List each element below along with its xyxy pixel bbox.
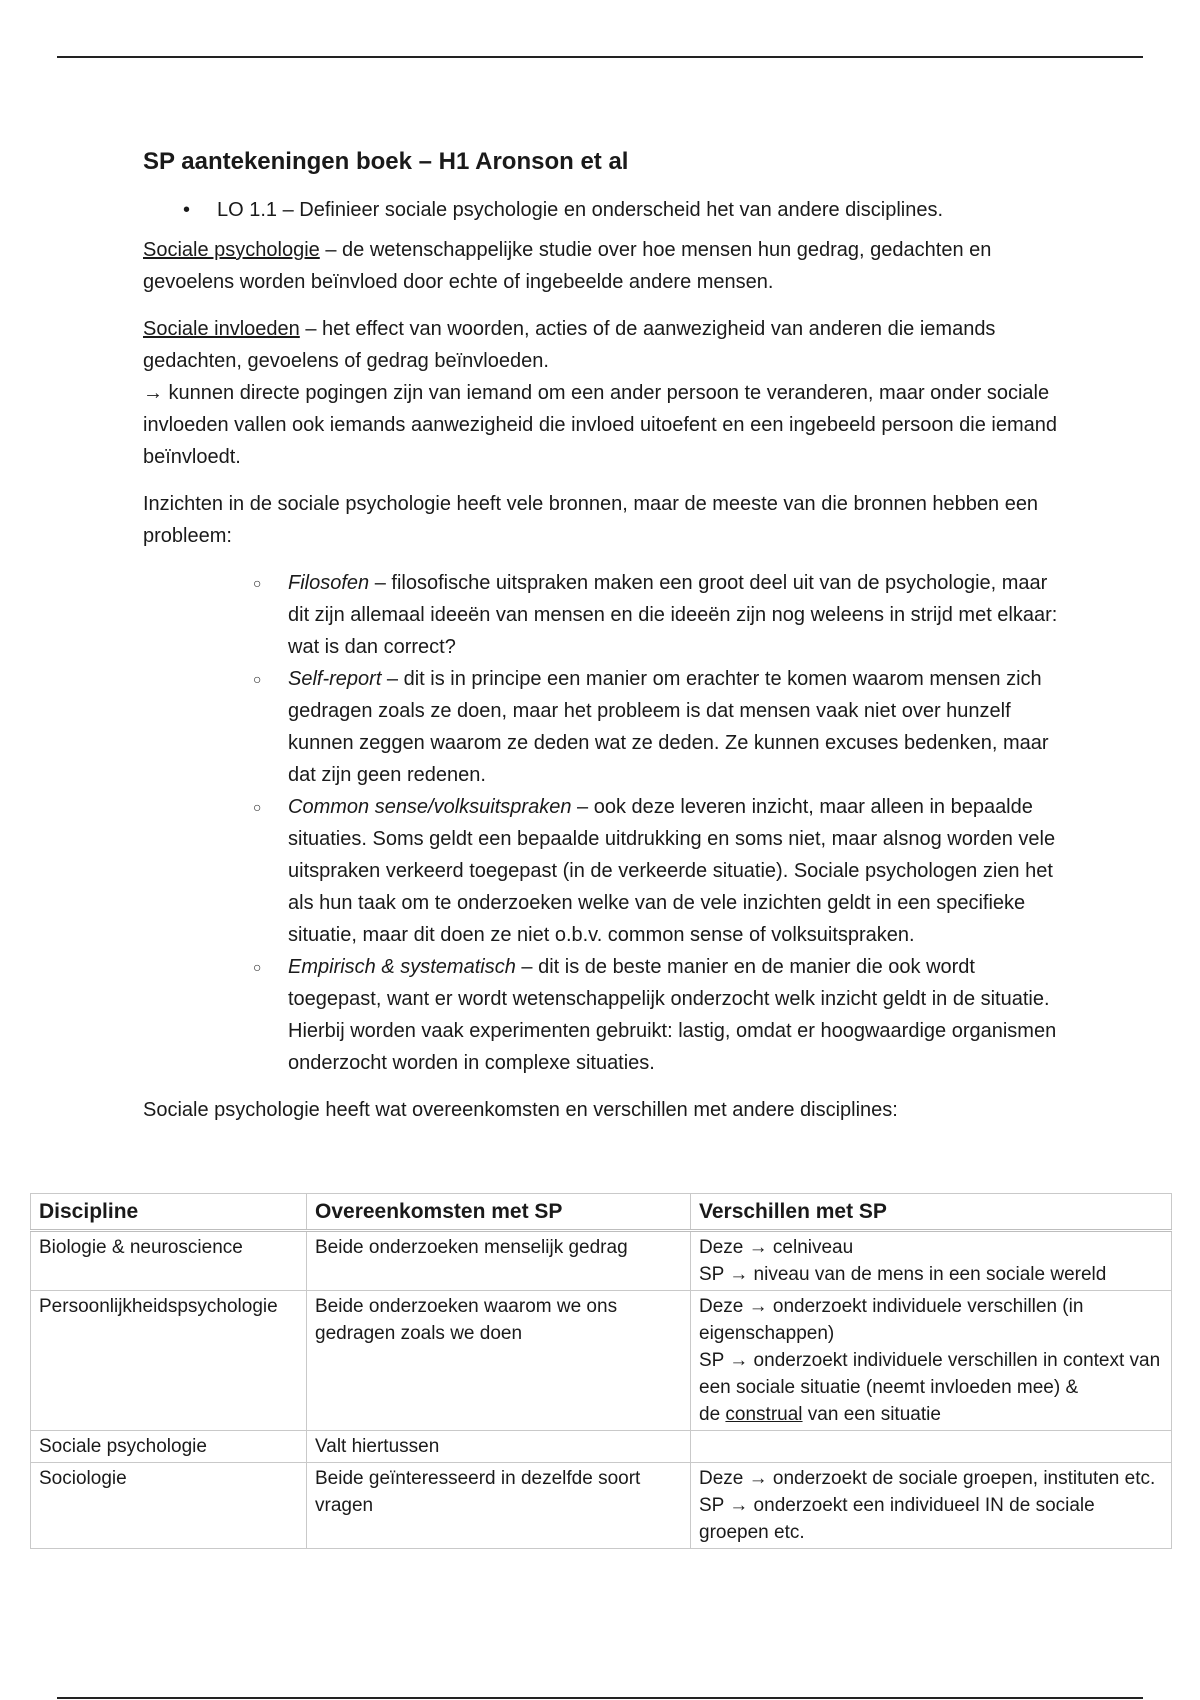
difference-line: Deze → onderzoekt de sociale groepen, instituten etc. bbox=[699, 1468, 1156, 1489]
circle-bullet-icon: ○ bbox=[253, 799, 262, 815]
source-term: Filosofen bbox=[288, 572, 370, 594]
difference-line: SP → onderzoekt een individueel IN de sociale groepen etc. bbox=[699, 1495, 1095, 1543]
table-row bbox=[31, 1291, 1172, 1431]
source-term: Self-report bbox=[288, 668, 382, 690]
difference-prefix: de bbox=[699, 1404, 726, 1425]
cell-discipline: Sociale psychologie bbox=[31, 1431, 307, 1463]
list-item bbox=[143, 951, 1063, 1079]
learning-objective-text: LO 1.1 – Definieer sociale psychologie en onderscheid het van andere disciplines. bbox=[217, 199, 944, 221]
circle-bullet-icon: ○ bbox=[253, 671, 262, 687]
cell-differences bbox=[691, 1231, 1172, 1291]
cell-discipline: Persoonlijkheidspsychologie bbox=[31, 1291, 307, 1431]
column-header: Overeenkomsten met SP bbox=[307, 1194, 691, 1231]
difference-line bbox=[699, 1401, 1163, 1428]
comparison-table bbox=[30, 1193, 1172, 1549]
table-header-row bbox=[31, 1194, 1172, 1231]
page-title: SP aantekeningen boek – H1 Aronson et al bbox=[143, 148, 629, 175]
cell-similarities: Beide onderzoeken menselijk gedrag bbox=[307, 1231, 691, 1291]
source-term: Empirisch & systematisch bbox=[288, 956, 516, 978]
source-text: – dit is in principe een manier om erachter te komen waarom mensen zich gedragen zoals ze doen, maar het probleem is dat mensen vaak niet over hunzelf kunnen zeggen waarom ze deden wat ze deden. Ze kunnen excuses bedenken, maar dat zijn geen redenen. bbox=[288, 668, 1049, 786]
definition-social-psychology bbox=[143, 234, 1063, 298]
circle-bullet-icon: ○ bbox=[253, 959, 262, 975]
list-item bbox=[143, 663, 1063, 791]
difference-line: Deze → celniveau bbox=[699, 1237, 854, 1258]
cell-similarities: Beide onderzoeken waarom we ons gedragen zoals we doen bbox=[307, 1291, 691, 1431]
cell-differences bbox=[691, 1463, 1172, 1549]
footer-rule bbox=[57, 1697, 1143, 1699]
header-rule bbox=[57, 56, 1143, 58]
source-text: – ook deze leveren inzicht, maar alleen in bepaalde situaties. Soms geldt een bepaalde uitdrukking en soms niet, maar alsnog worden vele uitspraken verkeerd toegepast (in de verkeerde situatie). Sociale psychologen zien het als hun taak om te onderzoeken welke van de vele inzichten geldt in een specifieke situatie, maar dit doen ze niet o.b.v. common sense of volksuitspraken. bbox=[288, 796, 1056, 946]
circle-bullet-icon: ○ bbox=[253, 575, 262, 591]
difference-line: SP → niveau van de mens in een sociale wereld bbox=[699, 1264, 1107, 1285]
definition-term: Sociale invloeden bbox=[143, 318, 300, 340]
source-text: – dit is de beste manier en de manier die ook wordt toegepast, want er wordt wetenschappelijk onderzocht welk inzicht geldt in de situatie. Hierbij worden vaak experimenten gebruikt: lastig, omdat er hoogwaardige organismen onderzocht worden in complexe situaties. bbox=[288, 956, 1057, 1074]
cell-differences bbox=[691, 1291, 1172, 1431]
table-row bbox=[31, 1463, 1172, 1549]
source-term: Common sense/volksuitspraken bbox=[288, 796, 572, 818]
column-header: Discipline bbox=[31, 1194, 307, 1231]
column-header: Verschillen met SP bbox=[691, 1194, 1172, 1231]
list-item bbox=[143, 567, 1063, 663]
cell-similarities: Beide geïnteresseerd in dezelfde soort vragen bbox=[307, 1463, 691, 1549]
definition-term: Sociale psychologie bbox=[143, 239, 320, 261]
difference-suffix: van een situatie bbox=[802, 1404, 941, 1425]
difference-line: SP → onderzoekt individuele verschillen in context van een sociale situatie (neemt invloeden mee) & bbox=[699, 1350, 1161, 1398]
table-row bbox=[31, 1231, 1172, 1291]
document-body bbox=[143, 140, 1063, 1141]
source-text: – filosofische uitspraken maken een groot deel uit van de psychologie, maar dit zijn allemaal ideeën van mensen en die ideeën zijn nog weleens in strijd met elkaar: wat is dan correct? bbox=[288, 572, 1058, 658]
definition-social-influences bbox=[143, 313, 1063, 473]
cell-similarities: Valt hiertussen bbox=[307, 1431, 691, 1463]
definition-text: – het effect van woorden, acties of de aanwezigheid van anderen die iemands gedachten, gevoelens of gedrag beïnvloeden. bbox=[143, 318, 996, 372]
definition-arrow-note: → kunnen directe pogingen zijn van iemand om een ander persoon te veranderen, maar onder sociale invloeden vallen ook iemands aanwezigheid die invloed uitoefent en een ingebeeld persoon die iemand beïnvloedt. bbox=[143, 382, 1057, 468]
difference-line: Deze → onderzoekt individuele verschillen (in eigenschappen) bbox=[699, 1296, 1084, 1344]
table-row bbox=[31, 1431, 1172, 1463]
learning-objective-item bbox=[143, 194, 1063, 226]
sources-intro: Inzichten in de sociale psychologie heeft vele bronnen, maar de meeste van die bronnen hebben een probleem: bbox=[143, 493, 1039, 547]
sources-list bbox=[143, 567, 1063, 1079]
definition-text: – de wetenschappelijke studie over hoe mensen hun gedrag, gedachten en gevoelens worden beïnvloed door echte of ingebeelde andere mensen. bbox=[143, 239, 992, 293]
bullet-icon: • bbox=[183, 199, 191, 221]
construal-term: construal bbox=[725, 1404, 803, 1425]
table-intro: Sociale psychologie heeft wat overeenkomsten en verschillen met andere disciplines: bbox=[143, 1099, 898, 1121]
cell-discipline: Sociologie bbox=[31, 1463, 307, 1549]
list-item bbox=[143, 791, 1063, 951]
cell-discipline: Biologie & neuroscience bbox=[31, 1231, 307, 1291]
cell-differences bbox=[691, 1431, 1172, 1463]
